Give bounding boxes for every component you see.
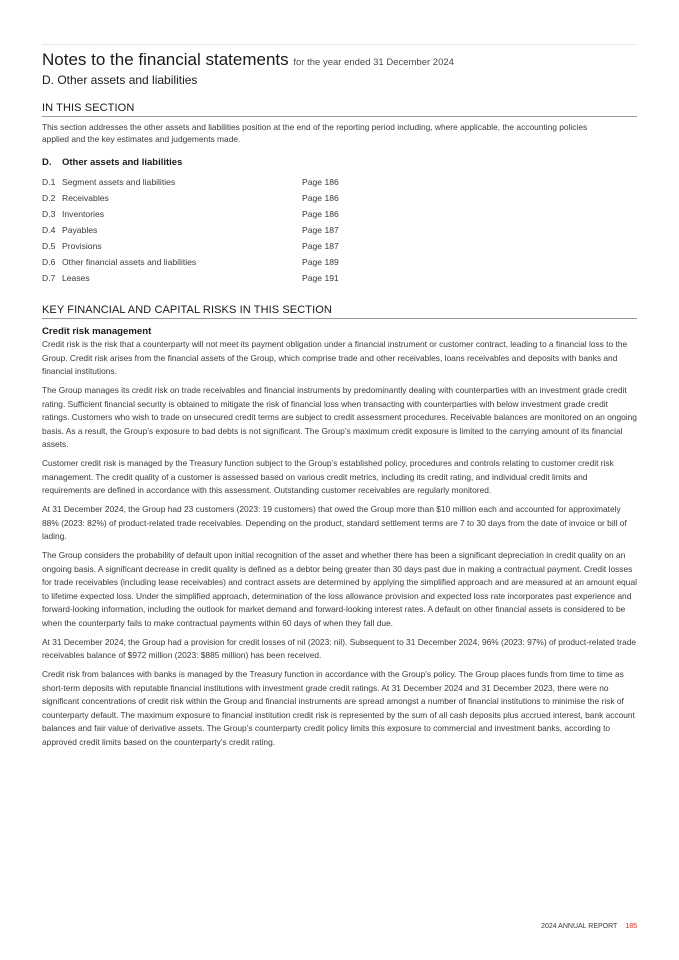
- page-footer: [541, 923, 637, 930]
- footer-page-number: 185: [625, 923, 637, 930]
- contents-item-number: D.4: [42, 225, 56, 235]
- contents-item-label: Segment assets and liabilities: [62, 177, 176, 187]
- contents-item-page: Page 191: [302, 273, 339, 283]
- footer-report-name: 2024 ANNUAL REPORT: [541, 923, 618, 930]
- credit-risk-section: [42, 325, 637, 755]
- page-header: [42, 50, 637, 88]
- contents-title: [42, 156, 372, 174]
- body-paragraph: Credit risk from balances with banks is managed by the Treasury function in accordance with the Group’s policy. The Group places funds from time to time as short-term deposits with reputable financial institutions with investment grade credit ratings. At 31 December 2024 and 31 December 2023, there were no significant concentrations of credit risk within the Group and financial instruments are spread amongst a number of financial institutions to minimise the risk of counterparty default. The maximum exposure to financial institution credit risk is represented by the sum of all cash deposits plus accrued interest, bank account balances and fair value of derivative assets. The Group’s counterparty credit policy limits this exposure to commercial and investment banks, according to approved credit limits based on the counterparty’s credit rating.: [42, 669, 635, 747]
- contents-item[interactable]: [42, 206, 372, 222]
- contents-item[interactable]: [42, 254, 372, 270]
- in-this-section-heading: IN THIS SECTION: [42, 102, 637, 117]
- contents-item-number: D.6: [42, 257, 56, 267]
- contents-item[interactable]: [42, 222, 372, 238]
- contents-item[interactable]: [42, 174, 372, 190]
- contents-item-label: Leases: [62, 273, 90, 283]
- body-paragraph: At 31 December 2024, the Group had 23 customers (2023: 19 customers) that owed the Group more than $10 million each and accounted for approximately 88% (2023: 82%) of product-related trade receivables. Depending on the product, standard settlement terms are 7 to 30 days from the date of invoice or bill of lading.: [42, 504, 627, 541]
- contents-item-number: D.1: [42, 177, 56, 187]
- contents-item-label: Other financial assets and liabilities: [62, 257, 197, 267]
- body-paragraph: Credit risk is the risk that a counterparty will not meet its payment obligation under a financial instrument or customer contract, leading to a financial loss to the Group. Credit risk arises from the financial assets of the Group, which comprise trade and other receivables, loans receivables and deposits with banks and financial institutions.: [42, 339, 628, 376]
- body-paragraph: Customer credit risk is managed by the Treasury function subject to the Group’s established policy, procedures and controls relating to customer credit risk management. The credit quality of a customer is assessed based on various credit metrics, including its credit rating, and individual credit limits and requirements are defined in accordance with this assessment. Outstanding customer receivables are regularly monitored.: [42, 458, 614, 495]
- contents-item-page: Page 186: [302, 177, 339, 187]
- page-title: [42, 50, 637, 73]
- contents-item-number: D.3: [42, 209, 56, 219]
- contents-item-page: Page 187: [302, 225, 339, 235]
- section-intro: This section addresses the other assets and liabilities position at the end of the reporting period including, where applicable, the accounting policies applied and the key estimates and judgements made.: [42, 122, 588, 144]
- contents-item-label: Provisions: [62, 241, 102, 251]
- contents-number: D.: [42, 157, 52, 168]
- contents-item[interactable]: [42, 270, 372, 286]
- contents-item-label: Payables: [62, 225, 98, 235]
- contents-list: [42, 156, 372, 286]
- contents-item-page: Page 186: [302, 209, 339, 219]
- contents-item-label: Inventories: [62, 209, 105, 219]
- contents-item-number: D.2: [42, 193, 56, 203]
- body-paragraph: The Group manages its credit risk on trade receivables and financial instruments by predominantly dealing with counterparties with an investment grade credit rating. Sufficient financial security is obtained to mitigate the risk of financial loss when transacting with counterparties with below investment grade credit ratings. Customers who wish to trade on unsecured credit terms are subject to credit assessment procedures. Receivable balances are monitored on an ongoing basis. As a result, the Group’s exposure to bad debts is not significant. The Group’s maximum credit exposure is limited to the carrying amount of its financial assets.: [42, 385, 637, 449]
- page-subtitle: D. Other assets and liabilities: [42, 73, 198, 87]
- contents-item-page: Page 189: [302, 257, 339, 267]
- page-title-suffix: for the year ended 31 December 2024: [293, 57, 454, 68]
- contents-item-number: D.7: [42, 273, 56, 283]
- contents-title-text: Other assets and liabilities: [62, 157, 183, 168]
- body-paragraph: The Group considers the probability of default upon initial recognition of the asset and whether there has been a significant depreciation in credit quality on an ongoing basis. A significant decrease in credit quality is defined as a debtor being greater than 30 days past due in making a contractual payment. Credit losses for trade receivables (including lease receivables) and contract assets are determined by applying the simplified approach and are measured at an amount equal to lifetime expected loss. Under the simplified approach, determination of the loss allowance provision and expected loss rate incorporates past experience and forward-looking information, including the outlook for market demand and forward-looking interest rates. A default on other financial assets is considered to be when the counterparty fails to make contractual payments within 60 days of when they fall due.: [42, 550, 637, 628]
- body-paragraph: At 31 December 2024, the Group had a provision for credit losses of nil (2023: nil). Subsequent to 31 December 2024, 96% (2023: 97%) of product-related trade receivables balance of $972 million (2023: $885 million) has been received.: [42, 636, 637, 660]
- top-rule: [42, 44, 637, 45]
- page-title-text: Notes to the financial statements: [42, 50, 289, 69]
- contents-item-label: Receivables: [62, 193, 109, 203]
- contents-item-page: Page 187: [302, 241, 339, 251]
- contents-item[interactable]: [42, 190, 372, 206]
- credit-risk-subheading: Credit risk management: [42, 326, 152, 337]
- contents-item-page: Page 186: [302, 193, 339, 203]
- key-risks-heading: KEY FINANCIAL AND CAPITAL RISKS IN THIS SECTION: [42, 304, 637, 319]
- contents-item[interactable]: [42, 238, 372, 254]
- contents-item-number: D.5: [42, 241, 56, 251]
